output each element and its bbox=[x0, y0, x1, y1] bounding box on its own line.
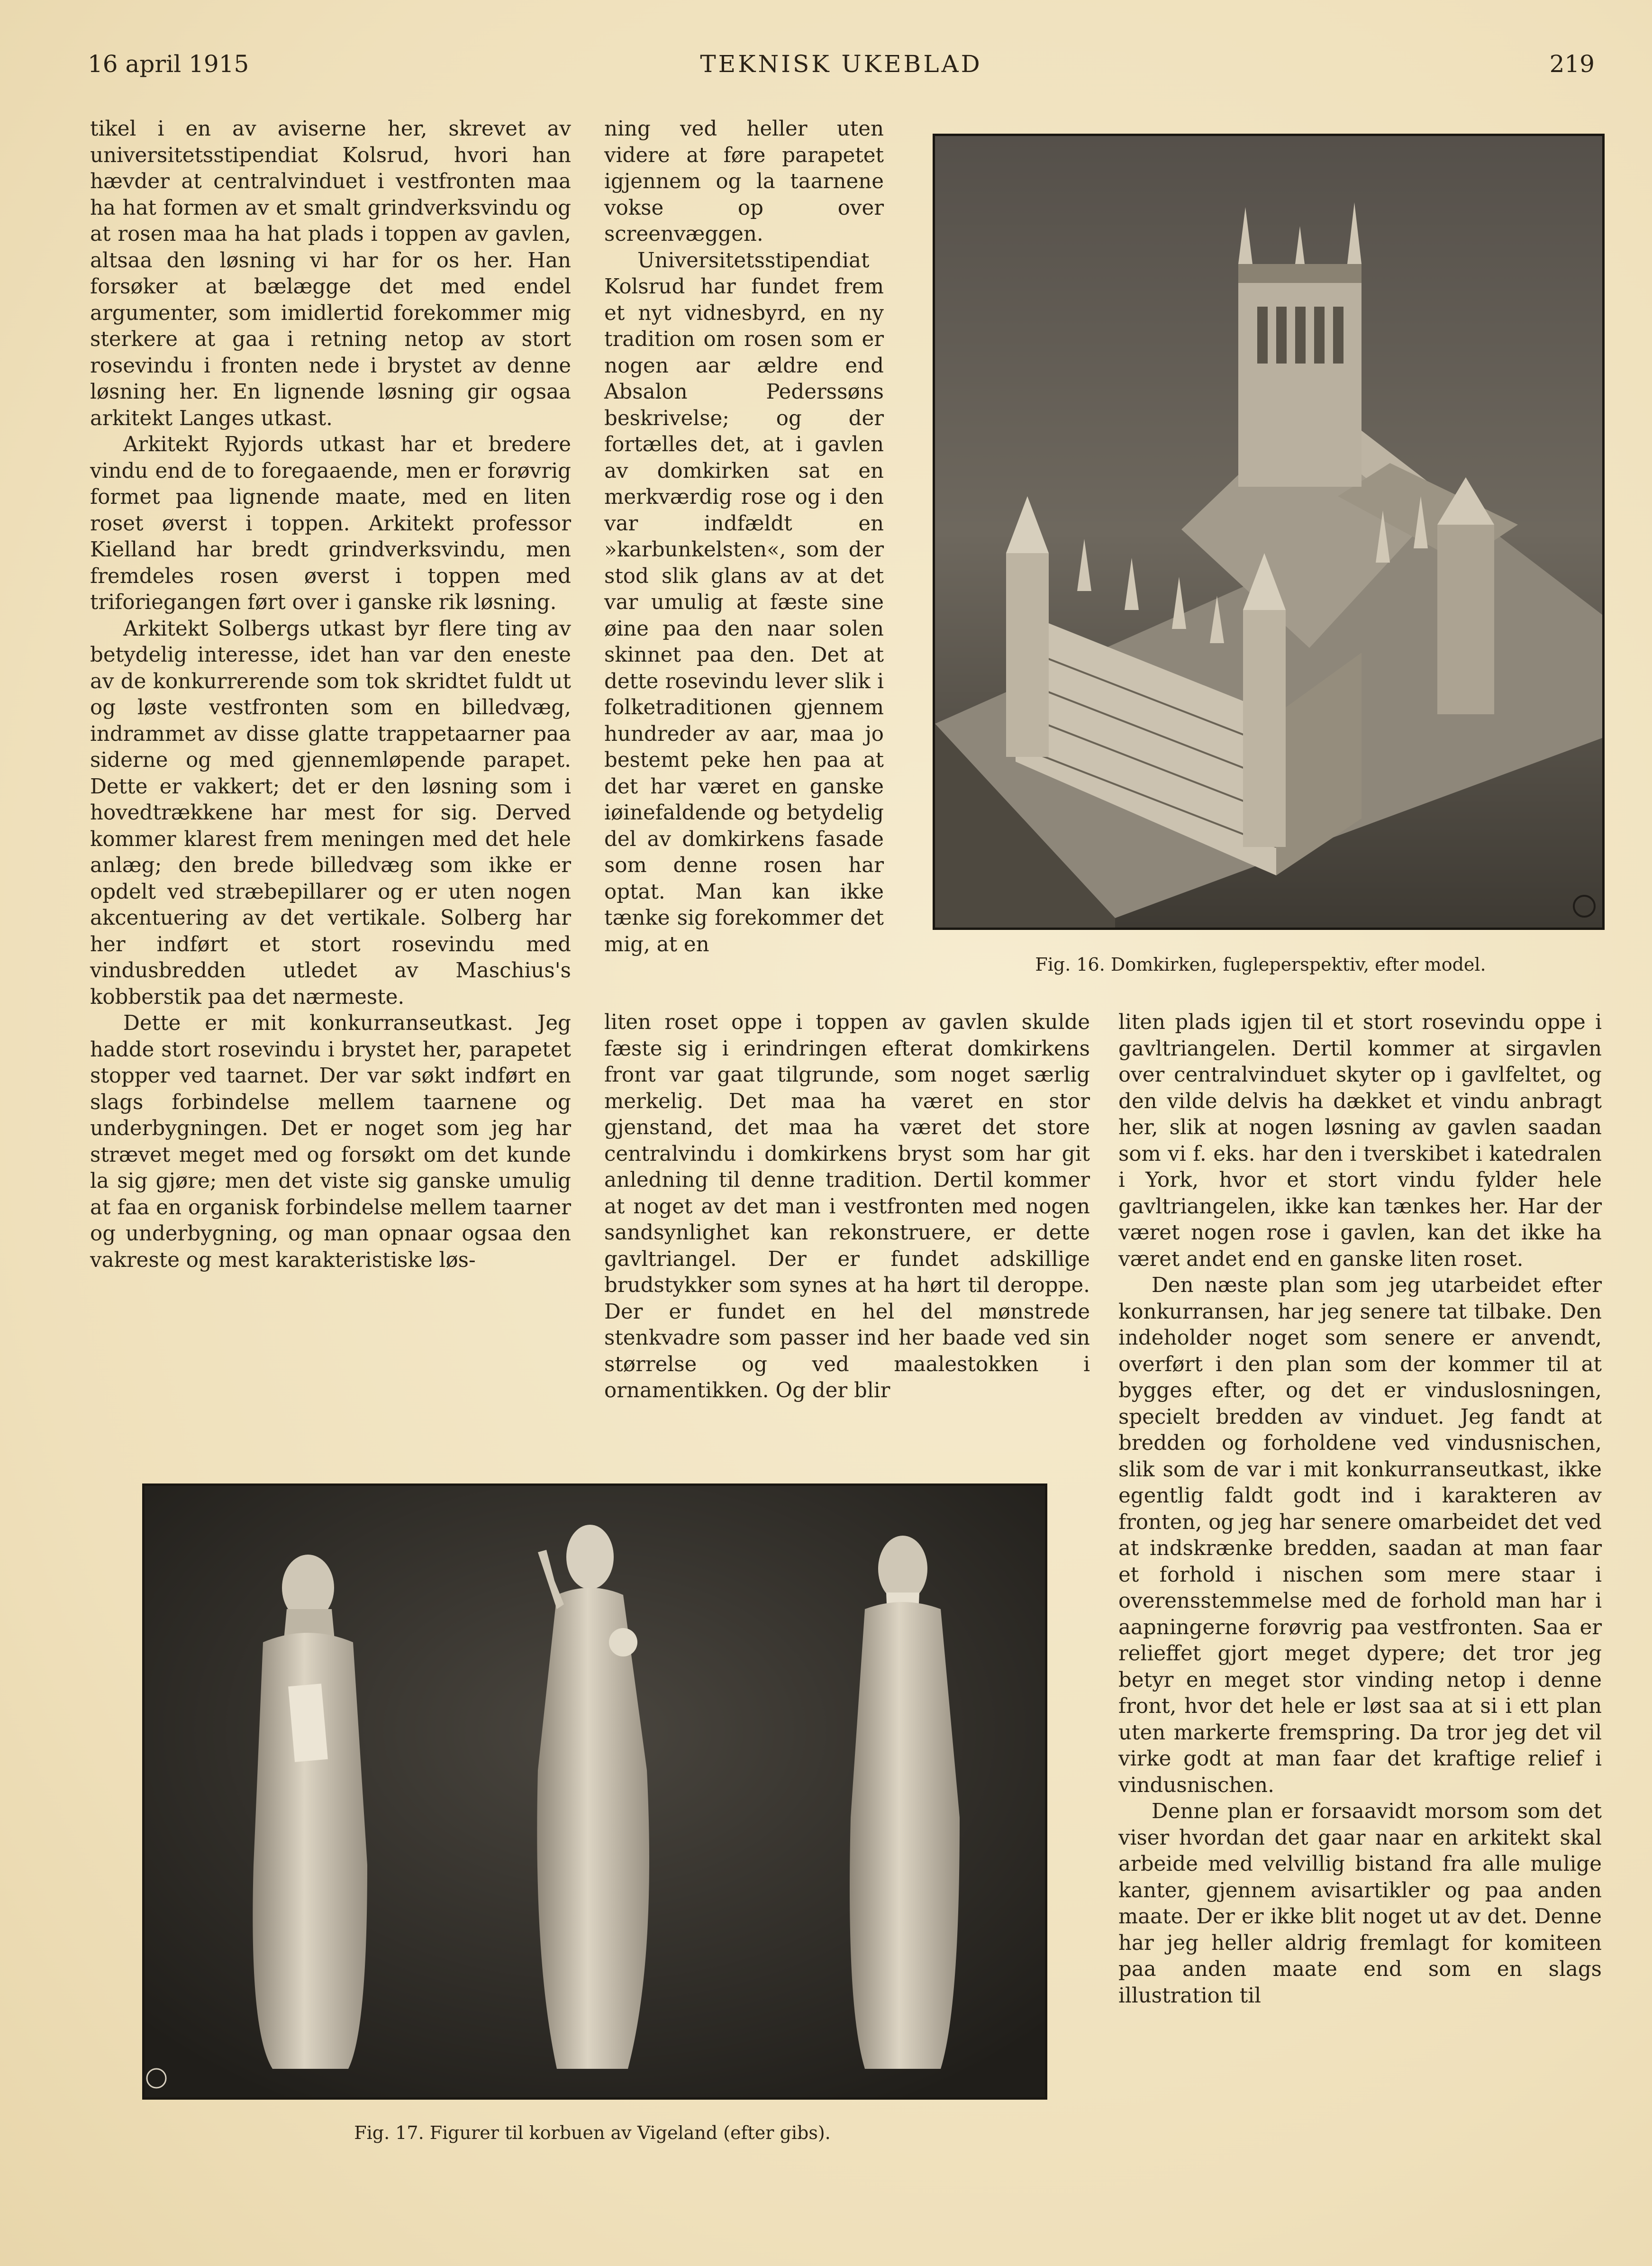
journal-title: TEKNISK UKEBLAD bbox=[700, 50, 982, 78]
page-number: 219 bbox=[1549, 50, 1595, 78]
paragraph: liten roset oppe i toppen av gavlen skulde fæste sig i erindringen efterat domkirkens front var gaat tilgrunde, som noget særlig merkelig. Det maa ha været en stor gjenstand, det maa ha været det store centralvindu i domkirkens bryst som har git anledning til denne tradition. Dertil kommer at noget av det man i vestfronten med nogen sandsynlighet kan rekonstruere, er dette gavltriangel. Der er fundet adskillige brudstykker som synes at ha hørt til deroppe. Der er fundet en hel del mønstrede stenkvadre som passer ind her baade ved sin størrelse og ved maalestokken i ornamentikken. Og der blir bbox=[604, 1010, 1090, 1402]
paragraph: tikel i en av aviserne her, skrevet av universitetsstipendiat Kolsrud, hvori han hævder at centralvinduet i vestfronten maa ha hat formen av et smalt grindverksvindu og at rosen maa ha hat plads i toppen av gavlen, altsaa den løsning vi har for os her. Han forsøker at bælægge det med endel argumenter, som imidlertid forekommer mig sterkere at gaa i retning netop av stort rosevindu i fronten nede i brystet av denne løsning her. En lignende løsning gir ogsaa arkitekt Langes utkast. bbox=[90, 117, 571, 430]
text-column-3 bbox=[1118, 1010, 1602, 2009]
paragraph: Dette er mit konkurranseutkast. Jeg hadde stort rosevindu i brystet her, parapetet stopper ved taarnet. Der var søkt indført en slags forbindelse mellem taarnene og underbygningen. Det er noget som jeg har strævet meget med og forsøkt om det kunde la sig gjøre; men det viste sig ganske umulig at faa en organisk forbindelse mellem taarner og underbygning, og man opnaar ogsaa den vakreste og mest karakteristiske løs- bbox=[90, 1011, 571, 1272]
cathedral-model-photo bbox=[933, 134, 1605, 930]
figure-16-caption: Fig. 16. Domkirken, fugleperspektiv, efter model. bbox=[1035, 954, 1486, 975]
issue-date: 16 april 1915 bbox=[88, 50, 249, 78]
paragraph: ning ved heller uten videre at føre parapetet igjennem og la taarnene vokse op over screenvæggen. bbox=[604, 117, 884, 246]
text-column-1 bbox=[90, 116, 571, 1274]
paragraph: Universitetsstipendiat Kolsrud har fundet frem et nyt vidnesbyrd, en ny tradition om rosen som er nogen aar ældre end Absalon Pederssøns beskrivelse; og der fortælles det, at i gavlen av domkirken sat en merkværdig rose og i den var indfældt en »karbunkelsten«, som der stod slik glans av at det var umulig at fæste sine øine paa den naar solen skinnet paa den. Det at dette rosevindu lever slik i folketraditionen gjennem hundreder av aar, maa jo bestemt peke hen paa at det har været en ganske iøinefaldende og betydelig del av domkirkens fasade som denne rosen har optat. Man kan ikke tænke sig forekommer det mig, at en bbox=[604, 248, 884, 956]
paragraph: Arkitekt Ryjords utkast har et bredere vindu end de to foregaaende, men er forøvrig formet paa lignende maate, med en liten roset øverst i toppen. Arkitekt professor Kielland har bredt grindverksvindu, men fremdeles rosen øverst i toppen med triforiegangen ført over i ganske rik løsning. bbox=[90, 433, 571, 614]
text-column-2-lower bbox=[604, 1010, 1090, 1404]
paragraph: Den næste plan som jeg utarbeidet efter konkurransen, har jeg senere tat tilbake. Den indeholder noget som senere er anvendt, overført i den plan som der kommer til at bygges efter, og det er vinduslosningen, specielt bredden av vinduet. Jeg fandt at bredden og forholdene ved vindusnischen, slik som de var i mit konkurranseutkast, ikke egentlig faldt godt ind i karakteren av fronten, og jeg har senere omarbeidet det ved at indskrænke bredden, saadan at man faar et forhold i nischen som mere staar i overensstemmelse med de forhold man har i aapningerne forøvrig paa vestfronten. Saa er relieffet gjort meget dypere; det tror jeg betyr en meget stor vinding netop i denne front, hvor det hele er løst saa at si i ett plan uten markerte fremspring. Da tror jeg det vil virke godt at man faar det kraftige relief i vindusnischen. bbox=[1118, 1274, 1602, 1797]
statues-photo bbox=[142, 1483, 1047, 2100]
text-column-2 bbox=[604, 116, 884, 958]
paragraph: liten plads igjen til et stort rosevindu oppe i gavltriangelen. Dertil kommer at sirgavlen over centralvinduet skyter op i gavlfeltet, og den vilde delvis ha dækket et vindu anbragt her, slik at nogen løsning av gavlen saadan som vi f. eks. har den i tverskibet i katedralen i York, hvor et stort vindu fylder hele gavltriangelen, ikke kan tænkes her. Har der været nogen rose i gavlen, kan det ikke ha været andet end en ganske liten roset. bbox=[1118, 1010, 1602, 1271]
figure-17-caption: Fig. 17. Figurer til korbuen av Vigeland (efter gibs). bbox=[354, 2122, 831, 2143]
paragraph: Arkitekt Solbergs utkast byr flere ting av betydelig interesse, idet han var den eneste av de konkurrerende som tok skridtet fuldt ut og løste vestfronten som en billedvæg, indrammet av disse glatte trappetaarner paa siderne og med gjennemløpende parapet. Dette er vakkert; det er den løsning som i hovedtrækkene har mest for sig. Derved kommer klarest frem meningen med det hele anlæg; den brede billedvæg som ikke er opdelt ved stræbepillarer og er uten nogen akcentuering av det vertikale. Solberg har her indført et stort rosevindu med vindusbredden utledet av Maschius's kobberstik paa det nærmeste. bbox=[90, 617, 571, 1009]
paragraph: Denne plan er forsaavidt morsom som det viser hvordan det gaar naar en arkitekt skal arbeide med velvillig bistand fra alle mulige kanter, gjennem avisartikler og paa anden maate. Der er ikke blit noget ut av det. Denne har jeg heller aldrig fremlagt for komiteen paa anden maate end som en slags illustration til bbox=[1118, 1800, 1602, 2008]
page-header bbox=[88, 47, 1595, 81]
